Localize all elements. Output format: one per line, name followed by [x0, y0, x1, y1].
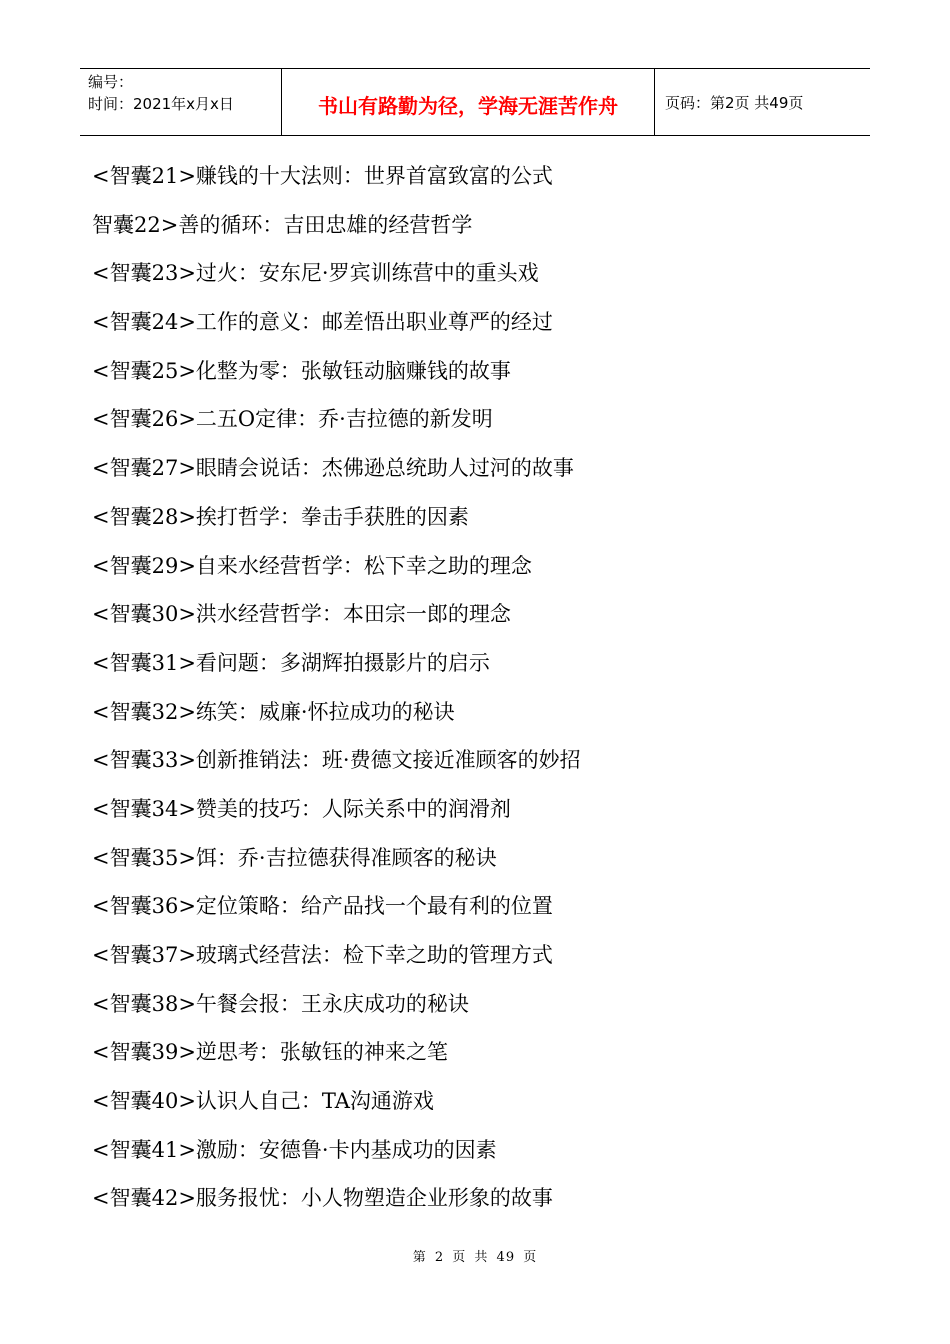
toc-entry: <智囊30>洪水经营哲学：本田宗一郎的理念: [92, 602, 511, 627]
toc-entry: <智囊34>赞美的技巧：人际关系中的润滑剂: [92, 796, 511, 821]
toc-entry: <智囊28>挨打哲学：拳击手获胜的因素: [92, 504, 469, 529]
toc-entry: <智囊26>二五O定律：乔·吉拉德的新发明: [92, 407, 493, 432]
toc-entry: <智囊31>看问题：多湖辉拍摄影片的启示: [92, 650, 490, 675]
document-date: 时间：2021年x月x日: [88, 95, 234, 113]
toc-entry: <智囊36>定位策略：给产品找一个最有利的位置: [92, 894, 553, 919]
toc-entry: <智囊29>自来水经营哲学：松下幸之助的理念: [92, 553, 532, 578]
toc-entry: <智囊35>饵：乔·吉拉德获得准顾客的秘诀: [92, 845, 497, 870]
toc-entry: <智囊41>激励：安德鲁·卡内基成功的因素: [92, 1137, 497, 1162]
toc-entry: <智囊39>逆思考：张敏钰的神来之笔: [92, 1040, 448, 1065]
table-of-contents: [92, 155, 581, 1226]
page-header: [80, 68, 870, 136]
toc-entry: <智囊32>练笑：威廉·怀拉成功的秘诀: [92, 699, 455, 724]
header-page-info: 页码：第2页 共49页: [665, 93, 804, 112]
header-meta-cell: [80, 69, 282, 135]
toc-entry: <智囊40>认识人自己：TA沟通游戏: [92, 1089, 434, 1114]
toc-entry: <智囊27>眼睛会说话：杰佛逊总统助人过河的故事: [92, 456, 574, 481]
document-number-label: 编号：: [88, 73, 134, 91]
toc-entry: <智囊23>过火：安东尼·罗宾训练营中的重头戏: [92, 261, 539, 286]
header-motto: 书山有路勤为径，学海无涯苦作舟: [282, 69, 655, 135]
toc-entry: <智囊24>工作的意义：邮差悟出职业尊严的经过: [92, 310, 553, 335]
toc-entry: <智囊37>玻璃式经营法：检下幸之助的管理方式: [92, 943, 553, 967]
toc-entry: <智囊21>赚钱的十大法则：世界首富致富的公式: [92, 164, 553, 188]
toc-entry: <智囊38>午餐会报：王永庆成功的秘诀: [92, 991, 469, 1016]
toc-entry: <智囊33>创新推销法：班·费德文接近准顾客的妙招: [92, 748, 581, 773]
toc-entry: <智囊25>化整为零：张敏钰动脑赚钱的故事: [92, 358, 511, 383]
toc-entry: <智囊42>服务报忧：小人物塑造企业形象的故事: [92, 1186, 553, 1211]
toc-entry: 智囊22>善的循环：吉田忠雄的经营哲学: [92, 212, 473, 237]
page-footer: 第 2 页 共 49 页: [412, 1250, 538, 1265]
